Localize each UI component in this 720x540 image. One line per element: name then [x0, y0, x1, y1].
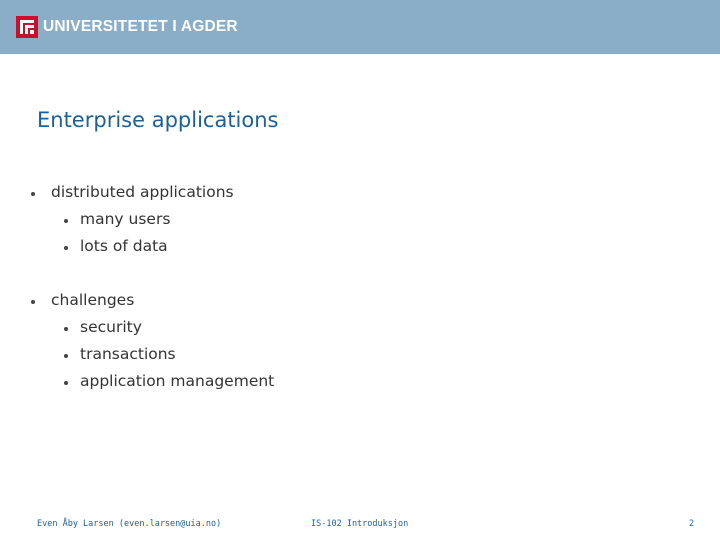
university-logo [16, 15, 238, 39]
sub-bullet-text: security [80, 318, 142, 336]
bullet-dot-icon [31, 300, 35, 304]
sub-bullet-item [80, 210, 170, 228]
bullet-item [51, 291, 134, 309]
sub-bullet-item [80, 372, 274, 390]
header-bar [0, 0, 720, 54]
bullet-text: challenges [51, 291, 135, 309]
logo-text: UNIVERSITETET I AGDER [43, 18, 238, 35]
sub-bullet-text: many users [80, 210, 171, 228]
bullet-dot-icon [64, 219, 68, 223]
uia-logo-icon [16, 16, 38, 38]
slide-title: Enterprise applications [37, 108, 279, 132]
sub-bullet-text: application management [80, 372, 275, 390]
sub-bullet-text: transactions [80, 345, 176, 363]
page-number: 2 [689, 519, 695, 529]
bullet-text: distributed applications [51, 183, 234, 201]
sub-bullet-item [80, 318, 142, 336]
footer-author: Even Åby Larsen (even.larsen@uia.no) [37, 519, 222, 529]
bullet-dot-icon [64, 381, 68, 385]
bullet-dot-icon [31, 192, 35, 196]
sub-bullet-text: lots of data [80, 237, 168, 255]
sub-bullet-item [80, 237, 168, 255]
bullet-dot-icon [64, 246, 68, 250]
sub-bullet-item [80, 345, 176, 363]
bullet-item [51, 183, 234, 201]
footer-course: IS-102 Introduksjon [311, 519, 409, 529]
bullet-dot-icon [64, 327, 68, 331]
bullet-dot-icon [64, 354, 68, 358]
